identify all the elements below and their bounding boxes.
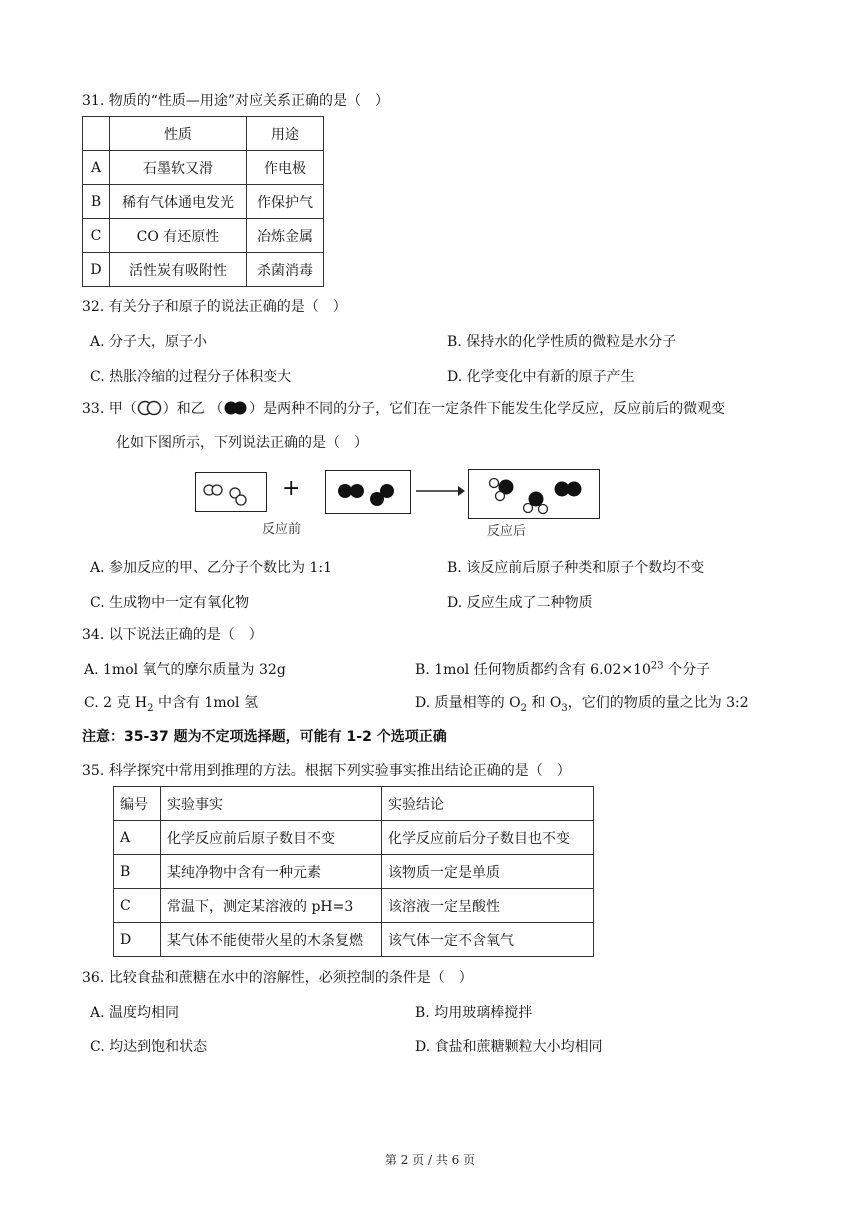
table-row [114,923,594,957]
q36-option-a: A. 温度均相同 [90,1005,180,1021]
table-cell: B [114,855,161,889]
table-cell: 编号 [114,787,161,821]
molecule-a-icon [137,400,163,416]
table-cell: 该溶液一定呈酸性 [382,889,594,923]
before-label: 反应前 [262,522,302,537]
q33-option-a: A. 参加反应的甲、乙分子个数比为 1:1 [90,560,332,576]
table-cell: 化学反应前后分子数目也不变 [382,821,594,855]
table-cell: 石墨软又滑 [110,151,247,185]
molecules-a-icon [196,473,266,511]
section-note: 注意：35-37 题为不定项选择题，可能有 1-2 个选项正确 [82,729,447,745]
q33-stem [82,398,725,418]
molecules-b-icon [326,471,410,513]
q33-option-b: B. 该反应前后原子种类和原子个数均不变 [447,560,705,576]
q33-option-d: D. 反应生成了二种物质 [447,595,593,611]
table-cell: 该物质一定是单质 [382,855,594,889]
after-box [468,469,600,519]
option-text: D. 质量相等的 O [415,695,521,711]
table-cell: 稀有气体通电发光 [110,185,247,219]
q36-option-b: B. 均用玻璃棒搅拌 [415,1005,533,1021]
after-label: 反应后 [487,524,527,539]
q32-option-a: A. 分子大，原子小 [90,334,208,350]
arrow-right-icon [414,484,466,498]
table-row [114,889,594,923]
molecule-b-icon [223,400,249,416]
plus-sign: + [282,476,301,501]
table-cell: A [114,821,161,855]
q32-stem: 32. 有关分子和原子的说法正确的是（ ） [82,299,347,315]
q34-option-b [415,659,710,679]
q36-stem: 36. 比较食盐和蔗糖在水中的溶解性，必须控制的条件是（ ） [82,970,473,986]
table-row [83,151,324,185]
table-cell: 某纯净物中含有一种元素 [161,855,382,889]
table-cell: D [83,253,110,287]
table-cell: C [83,219,110,253]
table-cell: 冶炼金属 [247,219,324,253]
q34-option-d [415,692,749,714]
subscript: 2 [147,702,154,714]
table-row [114,855,594,889]
table-cell: B [83,185,110,219]
table-cell: CO 有还原性 [110,219,247,253]
q33-option-c: C. 生成物中一定有氧化物 [90,595,250,611]
option-text: B. 1mol 任何物质都约含有 6.02×10 [415,662,651,678]
table-cell: 作保护气 [247,185,324,219]
page-number-footer: 第 2 页 / 共 6 页 [384,1153,476,1167]
q35-stem: 35. 科学探究中常用到推理的方法。根据下列实验事实推出结论正确的是（ ） [82,763,571,779]
table-cell: 杀菌消毒 [247,253,324,287]
table-cell: 实验结论 [382,787,594,821]
molecules-products-icon [469,470,599,518]
q34-option-c [84,692,258,714]
q33-stem-part: 33. 甲（ [82,401,137,417]
table-cell: 实验事实 [161,787,382,821]
q32-option-c: C. 热胀冷缩的过程分子体积变大 [90,369,292,385]
q34-stem: 34. 以下说法正确的是（ ） [82,627,263,643]
table-cell: 用途 [247,117,324,151]
option-text: 中含有 1mol 氢 [153,695,258,711]
table-cell [83,117,110,151]
q31-table [82,116,324,287]
table-row [83,117,324,151]
option-text: C. 2 克 H [84,695,148,711]
table-cell: A [83,151,110,185]
subscript: 2 [520,702,527,714]
before-box-a [195,472,267,512]
table-row [114,787,594,821]
table-cell: 作电极 [247,151,324,185]
subscript: 3 [561,702,568,714]
table-cell: 活性炭有吸附性 [110,253,247,287]
option-text: 和 O [526,695,562,711]
q33-stem-part: ）和乙 （ [162,401,224,417]
table-row [83,253,324,287]
q36-option-c: C. 均达到饱和状态 [90,1039,208,1055]
q33-stem-part: ）是两种不同的分子，它们在一定条件下能发生化学反应，反应前后的微观变 [249,401,726,417]
table-row [83,219,324,253]
table-cell: C [114,889,161,923]
table-cell: 常温下，测定某溶液的 pH=3 [161,889,382,923]
table-row [114,821,594,855]
before-box-b [325,470,411,514]
table-cell: 性质 [110,117,247,151]
q32-option-d: D. 化学变化中有新的原子产生 [447,369,635,385]
table-cell: 某气体不能使带火星的木条复燃 [161,923,382,957]
q34-option-a: A. 1mol 氧气的摩尔质量为 32g [84,662,286,678]
q32-option-b: B. 保持水的化学性质的微粒是水分子 [447,334,677,350]
q31-stem: 31. 物质的“性质—用途”对应关系正确的是（ ） [82,93,390,109]
q33-stem-line2: 化如下图所示，下列说法正确的是（ ） [116,435,368,451]
option-text: ，它们的物质的量之比为 3:2 [567,695,749,711]
superscript: 23 [650,660,664,672]
table-cell: 化学反应前后原子数目不变 [161,821,382,855]
table-cell: 该气体一定不含氧气 [382,923,594,957]
option-text: 个分子 [663,662,711,678]
table-row [83,185,324,219]
table-cell: D [114,923,161,957]
q35-table [113,786,594,957]
q36-option-d: D. 食盐和蔗糖颗粒大小均相同 [415,1039,603,1055]
